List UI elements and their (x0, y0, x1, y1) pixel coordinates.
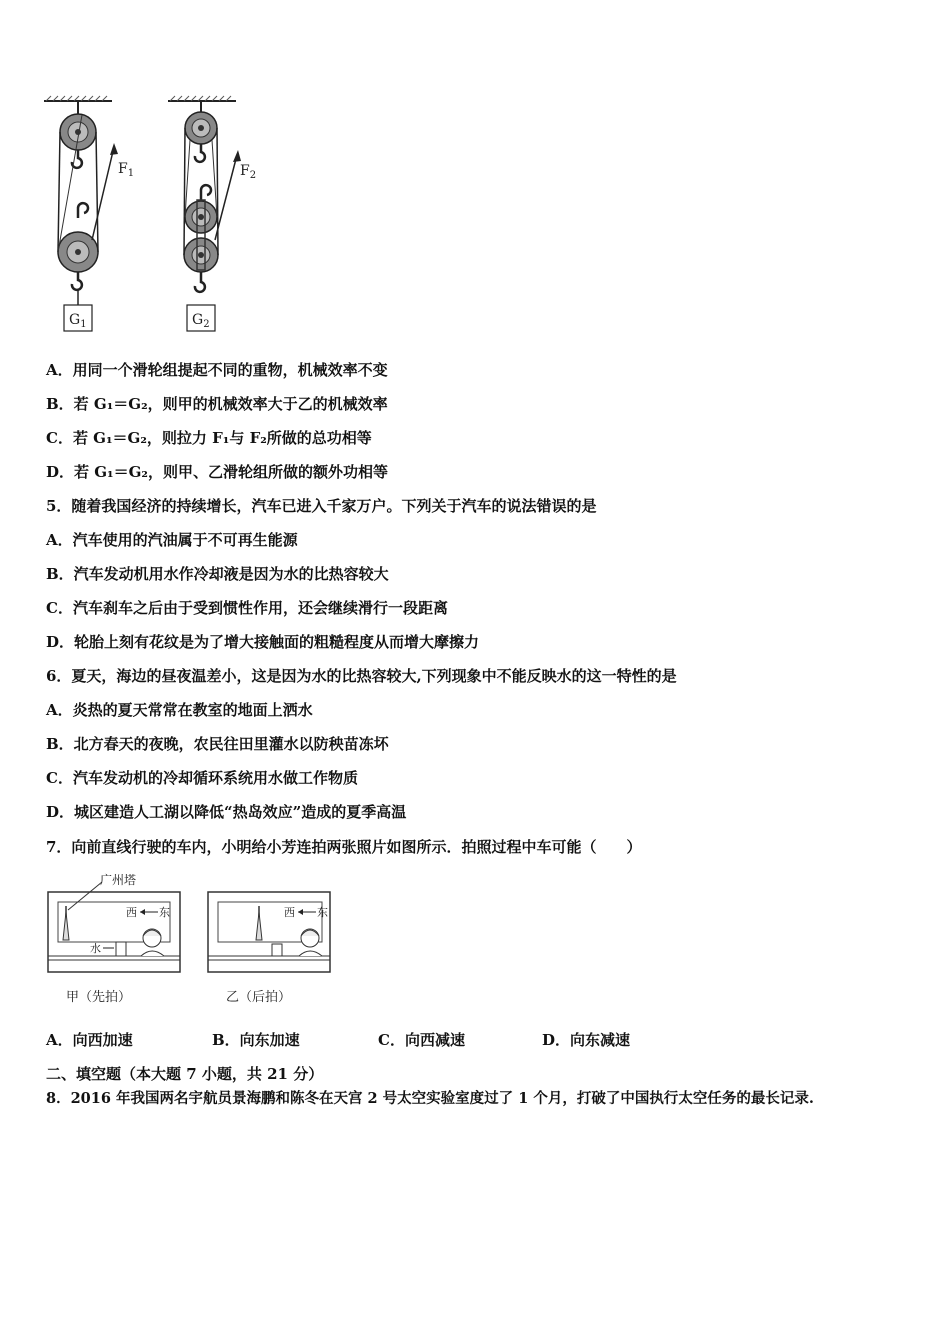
q5-option-a: A．汽车使用的汽油属于不可再生能源 (46, 531, 298, 549)
q6-option-d: D．城区建造人工湖以降低“热岛效应”造成的夏季高温 (46, 803, 407, 821)
weight-sub-g2: 2 (203, 319, 210, 330)
q4-option-a: A．用同一个滑轮组提起不同的重物，机械效率不变 (46, 361, 388, 379)
pulley-figure (40, 95, 270, 340)
weight-label-g1: G (69, 312, 81, 328)
weight-label-g2: G (192, 312, 204, 328)
q6-option-c: C．汽车发动机的冷却循环系统用水做工作物质 (46, 769, 358, 787)
q5-option-d: D．轮胎上刻有花纹是为了增大接触面的粗糙程度从而增大摩擦力 (46, 633, 480, 651)
q7-stem: 7．向前直线行驶的车内，小明给小芳连拍两张照片如图所示．拍照过程中车可能（ ） (46, 838, 642, 856)
force-sub-f1: 1 (127, 168, 135, 179)
q7-option-d: D．向东减速 (542, 1031, 631, 1049)
q5-option-c: C．汽车刹车之后由于受到惯性作用，还会继续滑行一段距离 (46, 599, 448, 617)
svg-text:F1 (118, 161, 134, 179)
q4-option-b: B．若 G₁＝G₂，则甲的机械效率大于乙的机械效率 (46, 395, 388, 413)
q4-option-c: C．若 G₁＝G₂，则拉力 F₁与 F₂所做的总功相等 (46, 429, 372, 447)
q7-option-b: B．向东加速 (212, 1031, 300, 1049)
east-label-left: 东 (159, 906, 170, 919)
caption-left: 甲（先拍） (66, 990, 132, 1005)
tower-label: 广州塔 (100, 873, 137, 887)
west-label-left: 西 (126, 906, 137, 919)
q4-option-d: D．若 G₁＝G₂，则甲、乙滑轮组所做的额外功相等 (46, 463, 388, 481)
q6-option-a: A．炎热的夏天常常在教室的地面上洒水 (46, 701, 313, 719)
q6-option-b: B．北方春天的夜晚，农民往田里灌水以防秧苗冻坏 (46, 735, 389, 753)
svg-text:F2 (240, 163, 256, 181)
force-sub-f2: 2 (249, 170, 257, 181)
west-label-right: 西 (284, 906, 295, 919)
car-photos-figure (44, 868, 344, 1013)
q7-option-c: C．向西减速 (378, 1031, 465, 1049)
q5-option-b: B．汽车发动机用水作冷却液是因为水的比热容较大 (46, 565, 389, 583)
water-label: 水 (90, 942, 101, 955)
force-label-f2: F (240, 163, 250, 179)
weight-sub-g1: 1 (80, 319, 87, 330)
caption-right: 乙（后拍） (226, 990, 292, 1005)
q6-stem: 6．夏天，海边的昼夜温差小，这是因为水的比热容较大,下列现象中不能反映水的这一特性的是 (46, 667, 677, 685)
force-label-f1: F (118, 161, 128, 177)
east-label-right: 东 (317, 906, 328, 919)
q8-stem: 8．2016 年我国两名宇航员景海鹏和陈冬在天宫 2 号太空实验室度过了 1 个月，打破了中国执行太空任务的最长记录. (46, 1090, 814, 1107)
section-heading: 二、填空题（本大题 7 小题，共 21 分） (46, 1065, 324, 1083)
q5-stem: 5．随着我国经济的持续增长，汽车已进入千家万户。下列关于汽车的说法错误的是 (46, 497, 597, 515)
q7-option-a: A．向西加速 (46, 1031, 133, 1049)
